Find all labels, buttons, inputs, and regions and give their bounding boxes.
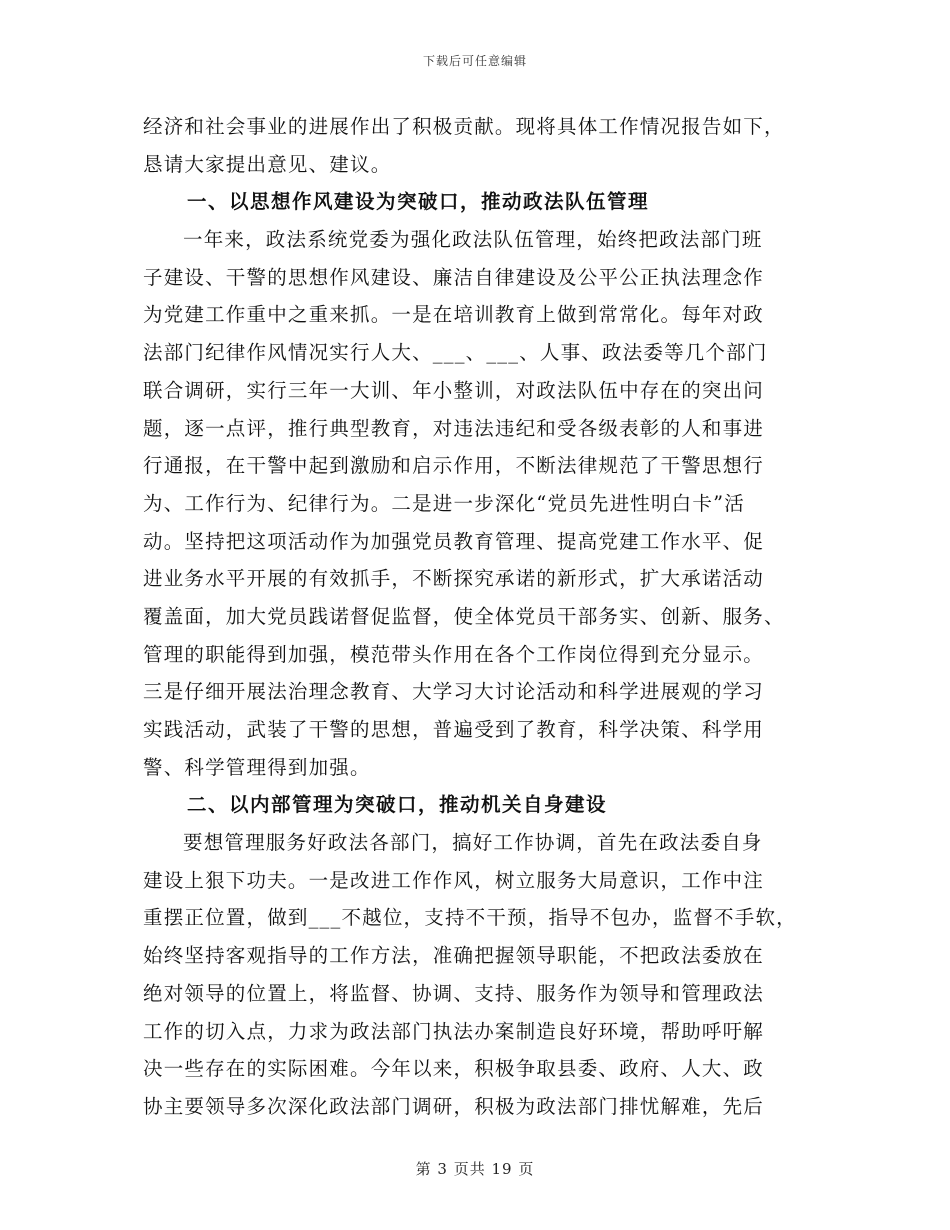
paragraph-line: 管理的职能得到加强，模范带头作用在各个工作岗位得到充分显示。 [143, 642, 765, 666]
paragraph-line: 警、科学管理得到加强。 [143, 755, 371, 779]
body-text [143, 108, 823, 1126]
paragraph-line: 题，逐一点评，推行典型教育，对违法违纪和受各级表彰的人和事进 [143, 416, 765, 440]
paragraph-line: 恳请大家提出意见、建议。 [143, 152, 392, 176]
paragraph-line: 要想管理服务好政法各部门，搞好工作协调，首先在政法委自身 [183, 831, 763, 855]
paragraph-line: 法部门纪律作风情况实行人大、___、___、人事、政法委等几个部门 [143, 341, 768, 365]
page-number: 第 3 页共 19 页 [415, 1160, 535, 1178]
paragraph-line: 建设上狠下功夫。一是改进工作作风，树立服务大局意识，工作中注 [143, 868, 765, 892]
section-heading-2: 二、以内部管理为突破口，推动机关自身建设 [187, 793, 608, 817]
header-note: 下载后可任意编辑 [422, 54, 527, 68]
section-heading-1: 一、以思想作风建设为突破口，推动政法队伍管理 [187, 190, 650, 214]
paragraph-line: 协主要领导多次深化政法部门调研，积极为政法部门排忧解难，先后 [143, 1094, 765, 1118]
paragraph-line: 绝对领导的位置上，将监督、协调、支持、服务作为领导和管理政法 [143, 981, 765, 1005]
paragraph-line: 重摆正位置，做到___不越位，支持不干预，指导不包办，监督不手软， [143, 906, 797, 930]
paragraph-line: 覆盖面，加大党员践诺督促监督，使全体党员干部务实、创新、服务、 [143, 604, 785, 628]
paragraph-line: 三是仔细开展法治理念教育、大学习大讨论活动和科学进展观的学习 [143, 680, 765, 704]
paragraph-line: 工作的切入点，力求为政法部门执法办案制造良好环境，帮助呼吁解 [143, 1019, 765, 1043]
paragraph-line: 始终坚持客观指导的工作方法，准确把握领导职能，不把政法委放在 [143, 944, 765, 968]
paragraph-line: 子建设、干警的思想作风建设、廉洁自律建设及公平公正执法理念作 [143, 265, 765, 289]
paragraph-line: 决一些存在的实际困难。今年以来，积极争取县委、政府、人大、政 [143, 1057, 765, 1081]
paragraph-line: 为党建工作重中之重来抓。一是在培训教育上做到常常化。每年对政 [143, 303, 765, 327]
paragraph-line: 联合调研，实行三年一大训、年小整训，对政法队伍中存在的突出问 [143, 378, 765, 402]
paragraph-line: 动。坚持把这项活动作为加强党员教育管理、提高党建工作水平、促 [143, 529, 765, 553]
paragraph-line: 行通报，在干警中起到激励和启示作用，不断法律规范了干警思想行 [143, 454, 765, 478]
paragraph-line: 为、工作行为、纪律行为。二是进一步深化“党员先进性明白卡”活 [143, 491, 745, 515]
paragraph-line: 一年来，政法系统党委为强化政法队伍管理，始终把政法部门班 [183, 228, 763, 252]
paragraph-line: 经济和社会事业的进展作出了积极贡献。现将具体工作情况报告如下， [143, 115, 785, 138]
paragraph-line: 进业务水平开展的有效抓手，不断探究承诺的新形式，扩大承诺活动 [143, 567, 765, 591]
paragraph-line: 实践活动，武装了干警的思想，普遍受到了教育，科学决策、科学用 [143, 718, 765, 741]
